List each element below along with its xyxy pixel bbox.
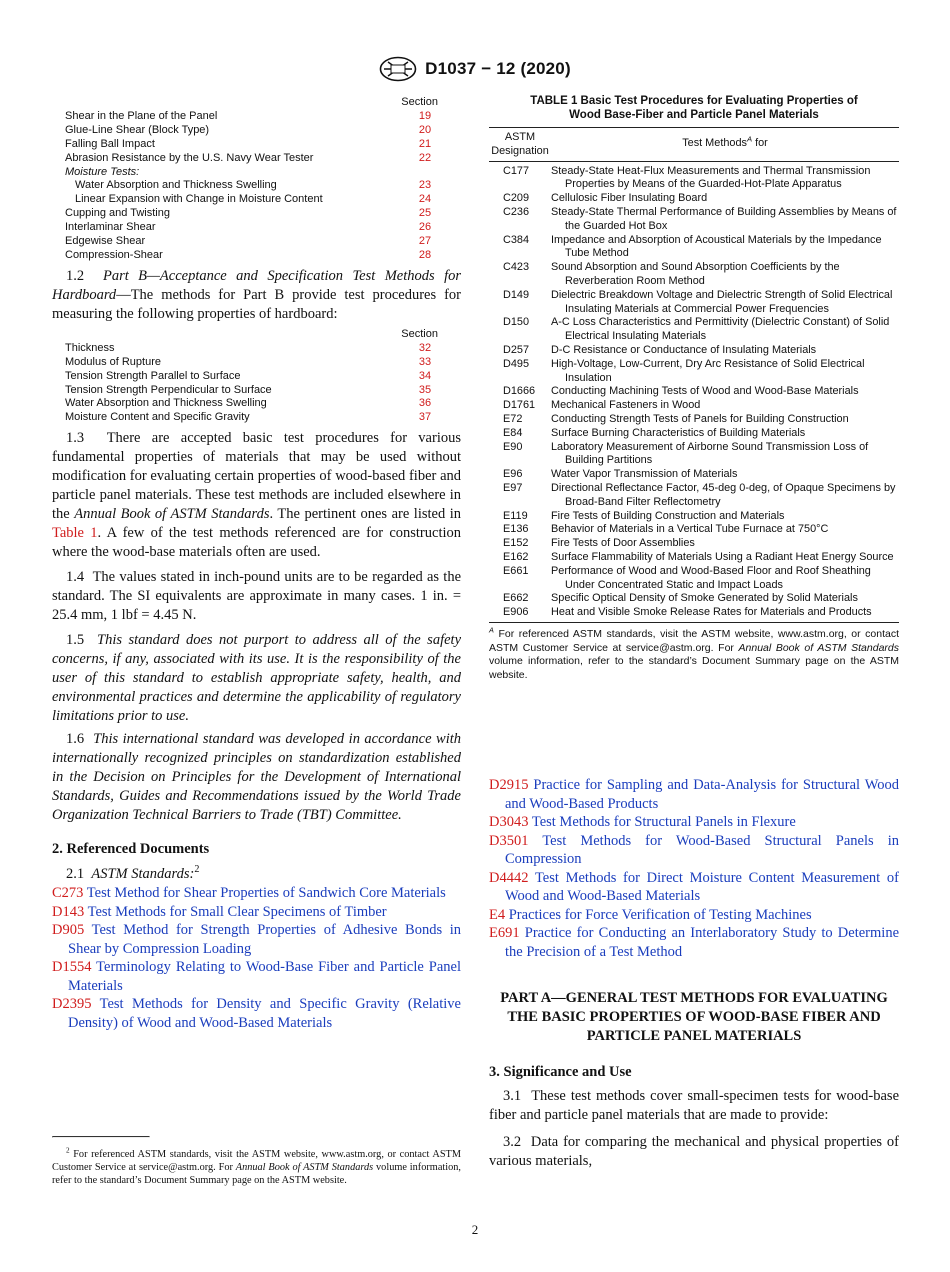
designation-cell: D1761 bbox=[503, 399, 536, 412]
designation-cell: E90 bbox=[503, 440, 523, 453]
section-list-row bbox=[65, 138, 462, 152]
section-3-heading: 3. Significance and Use bbox=[489, 1064, 632, 1080]
section-list-label: Moisture Tests: bbox=[65, 165, 140, 178]
standard-code-link[interactable]: D143 bbox=[52, 903, 85, 920]
section-link[interactable]: 24 bbox=[418, 193, 432, 206]
standard-title-link[interactable]: Test Methods for Density and Specific Gravity (Relative Density) of Wood and Wood-Based Materials bbox=[68, 996, 461, 1031]
standard-code-link[interactable]: E4 bbox=[489, 906, 506, 923]
table-row bbox=[489, 289, 899, 317]
table-row bbox=[489, 468, 899, 482]
table-1-link[interactable]: Table 1 bbox=[52, 525, 98, 542]
test-method-cell: Steady-State Thermal Performance of Building Assemblies by Means of the Guarded Hot Box bbox=[551, 205, 897, 232]
standard-code-link[interactable]: D2915 bbox=[489, 777, 529, 793]
section-list-row bbox=[65, 411, 462, 425]
test-method-cell: Water Vapor Transmission of Materials bbox=[551, 468, 738, 481]
section-list-label: Moisture Content and Specific Gravity bbox=[65, 411, 250, 424]
referenced-standard bbox=[52, 958, 461, 995]
designation-cell: E72 bbox=[503, 412, 523, 425]
designation-cell: E97 bbox=[503, 481, 523, 494]
table-row bbox=[489, 565, 899, 593]
standard-title-link[interactable]: Practice for Conducting an Interlaboratory Study to Determine the Precision of a Test Method bbox=[505, 925, 899, 960]
table-row bbox=[489, 165, 899, 193]
test-method-cell: Fire Tests of Building Construction and Materials bbox=[551, 509, 785, 522]
section-list-row bbox=[65, 166, 462, 180]
section-list-label: Water Absorption and Thickness Swelling bbox=[75, 179, 277, 192]
section-link[interactable]: 27 bbox=[418, 235, 432, 248]
section-header: Section bbox=[401, 96, 438, 108]
section-link[interactable]: 28 bbox=[418, 248, 432, 261]
section-list-label: Abrasion Resistance by the U.S. Navy Wear Tester bbox=[65, 151, 314, 164]
designation-cell: E152 bbox=[503, 537, 529, 550]
table-row bbox=[489, 523, 899, 537]
designation-cell: E84 bbox=[503, 426, 523, 439]
standard-title-link[interactable]: Practice for Sampling and Data-Analysis for Structural Wood and Wood-Based Products bbox=[505, 777, 900, 812]
standard-code-link[interactable]: C273 bbox=[52, 885, 84, 902]
standard-title-link[interactable]: Test Methods for Wood-Based Structural Panels in Compression bbox=[505, 832, 899, 867]
table-row bbox=[489, 399, 899, 413]
section-list-row bbox=[65, 235, 462, 249]
section-list-row bbox=[65, 152, 462, 166]
designation-cell: C423 bbox=[503, 261, 530, 274]
table-row bbox=[489, 192, 899, 206]
section-link[interactable]: 19 bbox=[418, 109, 432, 122]
table-row bbox=[489, 427, 899, 441]
standard-title-link[interactable]: Test Methods for Direct Moisture Content Measurement of Wood and Wood-Based Materials bbox=[505, 869, 899, 904]
standard-code-link[interactable]: E691 bbox=[489, 925, 520, 941]
section-link[interactable]: 34 bbox=[418, 369, 432, 382]
table-row bbox=[489, 385, 899, 399]
section-list-label: Shear in the Plane of the Panel bbox=[65, 109, 218, 122]
test-method-cell: Laboratory Measurement of Airborne Sound Transmission Loss of Building Partitions bbox=[551, 440, 869, 467]
standard-title-link[interactable]: Test Methods for Small Clear Specimens of Timber bbox=[87, 903, 387, 920]
table-header: ASTM Designation Test Methods$^A$ for bbox=[489, 127, 899, 162]
table-row bbox=[489, 344, 899, 358]
section-list-label: Edgewise Shear bbox=[65, 235, 146, 248]
table-row bbox=[489, 413, 899, 427]
section-list-row bbox=[65, 397, 462, 411]
test-method-cell: Cellulosic Fiber Insulating Board bbox=[551, 192, 708, 205]
table-row bbox=[489, 551, 899, 565]
section-link[interactable]: 26 bbox=[418, 221, 432, 234]
test-method-cell: Directional Reflectance Factor, 45-deg 0-deg, of Opaque Specimens by Broad-Band Filter Reflectometry bbox=[551, 481, 896, 508]
table-1-footnote: $^A$ For referenced ASTM standards, visit the ASTM website, www.astm.org, or contact ASTM Customer Service at service@astm.org. For Annual Book of ASTM Standards volume information, refer to the standard’s Document Summary page on the ASTM website. bbox=[489, 625, 900, 682]
section-list-row bbox=[65, 342, 462, 356]
referenced-documents-left bbox=[52, 884, 461, 1032]
section-link[interactable]: 36 bbox=[418, 397, 432, 410]
referenced-standard bbox=[489, 813, 899, 832]
referenced-standard bbox=[52, 921, 461, 958]
designation-cell: D150 bbox=[503, 316, 530, 329]
referenced-standard bbox=[52, 995, 461, 1032]
part-b-section-list bbox=[65, 328, 462, 425]
standard-title-link[interactable]: Practices for Force Verification of Testing Machines bbox=[508, 906, 812, 923]
standard-code-link[interactable]: D2395 bbox=[52, 996, 92, 1013]
designation-cell: E96 bbox=[503, 468, 523, 481]
section-list-row bbox=[65, 221, 462, 235]
test-method-cell: A-C Loss Characteristics and Permittivity (Dielectric Constant) of Solid Electrical Insulating Materials bbox=[551, 316, 890, 343]
section-list-label: Modulus of Rupture bbox=[65, 355, 161, 368]
designation-cell: C384 bbox=[503, 233, 530, 246]
standard-code-link[interactable]: D1554 bbox=[52, 959, 92, 976]
referenced-standard bbox=[489, 924, 899, 961]
part-a-title: PART A—GENERAL TEST METHODS FOR EVALUATING THE BASIC PROPERTIES OF WOOD-BASE FIBER AND PARTICLE PANEL MATERIALS bbox=[500, 990, 888, 1044]
referenced-documents-right bbox=[489, 776, 899, 961]
section-list-row bbox=[65, 124, 462, 138]
section-list-row bbox=[65, 249, 462, 263]
section-header: Section bbox=[401, 327, 438, 340]
section-link[interactable]: 33 bbox=[418, 355, 432, 368]
astm-logo-icon bbox=[379, 56, 417, 82]
section-link[interactable]: 32 bbox=[418, 341, 432, 354]
designation-cell: E661 bbox=[503, 564, 529, 577]
designation-cell: E136 bbox=[503, 523, 529, 536]
standard-code-link[interactable]: D3501 bbox=[489, 832, 529, 849]
designation-cell: C209 bbox=[503, 192, 530, 205]
table-row bbox=[489, 206, 899, 234]
test-method-cell: Sound Absorption and Sound Absorption Coefficients by the Reverberation Room Method bbox=[551, 261, 840, 287]
test-method-cell: Fire Tests of Door Assemblies bbox=[551, 537, 695, 550]
section-list-label: Linear Expansion with Change in Moisture Content bbox=[75, 193, 323, 206]
section-link[interactable]: 35 bbox=[418, 383, 432, 396]
test-method-cell: D-C Resistance or Conductance of Insulating Materials bbox=[551, 343, 817, 356]
table-row bbox=[489, 358, 899, 386]
section-list-label: Cupping and Twisting bbox=[65, 207, 170, 220]
section-list-row bbox=[65, 384, 462, 398]
paragraph-3-1: 3.1 These test methods cover small-specimen tests for wood-base fiber and particle panel materials that are made to provide: bbox=[489, 1088, 899, 1123]
test-method-cell: Surface Flammability of Materials Using a Radiant Heat Energy Source bbox=[551, 550, 894, 563]
section-list-label: Interlaminar Shear bbox=[65, 221, 156, 234]
standard-code-link[interactable]: D905 bbox=[52, 922, 85, 939]
designation-cell: D1666 bbox=[503, 385, 536, 398]
section-list-row bbox=[65, 207, 462, 221]
referenced-standard bbox=[52, 884, 461, 903]
test-method-cell: Specific Optical Density of Smoke Generated by Solid Materials bbox=[551, 592, 858, 605]
section-list-label: Tension Strength Parallel to Surface bbox=[65, 369, 241, 382]
standard-code-link[interactable]: D4442 bbox=[489, 869, 529, 886]
standard-title-link[interactable]: Test Method for Shear Properties of Sandwich Core Materials bbox=[86, 885, 446, 902]
paragraph-1-2: 1.2 Part B—Acceptance and Specification Test Methods for Hardboard—The methods for Part B provide test procedures for measuring the following properties of hardboard: bbox=[52, 267, 461, 322]
section-list-label: Water Absorption and Thickness Swelling bbox=[65, 397, 267, 410]
test-method-cell: Dielectric Breakdown Voltage and Dielectric Strength of Solid Electrical Insulating Materials at Commercial Power Frequencies bbox=[551, 288, 893, 315]
table-row bbox=[489, 316, 899, 344]
referenced-standard bbox=[52, 903, 461, 922]
table-row bbox=[489, 537, 899, 551]
test-method-cell: High-Voltage, Low-Current, Dry Arc Resistance of Solid Electrical Insulation bbox=[551, 357, 865, 384]
section-list-row bbox=[65, 356, 462, 370]
test-method-cell: Conducting Machining Tests of Wood and Wood-Base Materials bbox=[551, 385, 859, 398]
left-column bbox=[52, 96, 462, 1187]
designation-cell: D257 bbox=[503, 343, 530, 356]
table-row bbox=[489, 482, 899, 510]
test-method-cell: Conducting Strength Tests of Panels for Building Construction bbox=[551, 412, 849, 425]
table-row bbox=[489, 592, 899, 606]
test-method-cell: Surface Burning Characteristics of Building Materials bbox=[551, 426, 806, 439]
section-2-heading: 2. Referenced Documents bbox=[52, 841, 210, 858]
section-link bbox=[400, 166, 450, 180]
footnote-divider bbox=[52, 1136, 150, 1138]
referenced-standard bbox=[489, 776, 899, 813]
table-1-title: TABLE 1 Basic Test Procedures for Evaluating Properties of Wood Base-Fiber and Particle Panel Materials bbox=[530, 95, 858, 121]
test-method-cell: Performance of Wood and Wood-Based Floor and Roof Sheathing Under Concentrated Static and Impact Loads bbox=[551, 564, 871, 591]
designation-cell: C177 bbox=[503, 164, 530, 177]
designation-cell: E662 bbox=[503, 592, 529, 605]
part-b-heading: Part B—Acceptance and Specification Test Methods for Hardboard bbox=[52, 267, 461, 303]
paragraph-3-2: 3.2 Data for comparing the mechanical and physical properties of various materials, bbox=[489, 1134, 899, 1169]
section-link[interactable]: 37 bbox=[418, 411, 432, 424]
page-header bbox=[0, 56, 950, 87]
test-method-cell: Behavior of Materials in a Vertical Tube Furnace at 750°C bbox=[551, 523, 829, 536]
table-row bbox=[489, 606, 899, 620]
test-method-cell: Steady-State Heat-Flux Measurements and Thermal Transmission Properties by Means of the Guarded-Hot-Plate Apparatus bbox=[551, 164, 871, 191]
paragraph-1-5: 1.5 This standard does not purport to address all of the safety concerns, if any, associated with its use. It is the responsibility of the user of this standard to establish appropriate safety, health, and environmental practices and determine the applicability of regulatory limitations prior to use. bbox=[52, 632, 462, 725]
section-list-label: Thickness bbox=[65, 341, 115, 354]
table-row bbox=[489, 261, 899, 289]
standard-title-link[interactable]: Test Method for Strength Properties of Adhesive Bonds in Shear by Compression Loading bbox=[68, 922, 462, 957]
section-list-row bbox=[65, 193, 462, 207]
section-list-label: Glue-Line Shear (Block Type) bbox=[65, 123, 210, 136]
table-1 bbox=[489, 127, 899, 623]
designation-cell: D495 bbox=[503, 357, 530, 370]
table-row bbox=[489, 510, 899, 524]
designation-cell: E162 bbox=[503, 550, 529, 563]
designation-cell: E119 bbox=[503, 509, 528, 522]
paragraph-2-1: 2.1 ASTM Standards:$^2$ bbox=[66, 864, 200, 883]
section-link[interactable]: 20 bbox=[418, 123, 432, 136]
test-method-cell: Impedance and Absorption of Acoustical Materials by the Impedance Tube Method bbox=[551, 233, 882, 260]
referenced-standard bbox=[489, 906, 899, 925]
standard-code-link[interactable]: D3043 bbox=[489, 814, 529, 830]
designation-cell: C236 bbox=[503, 205, 530, 218]
part-a-section-list bbox=[65, 96, 462, 263]
section-list-label: Compression-Shear bbox=[65, 248, 163, 261]
footnote-2: $^2$ For referenced ASTM standards, visit the ASTM website, www.astm.org, or contact ASTM Customer Service at service@astm.org. For Annual Book of ASTM Standards volume information, refer to the standard’s Document Summary page on the ASTM website. bbox=[52, 1146, 462, 1187]
designation-cell: D149 bbox=[503, 288, 530, 301]
test-method-cell: Heat and Visible Smoke Release Rates for Materials and Products bbox=[551, 606, 872, 619]
right-column bbox=[489, 94, 900, 1169]
standard-title-link[interactable]: Terminology Relating to Wood-Base Fiber and Particle Panel Materials bbox=[68, 959, 461, 994]
section-link[interactable]: 23 bbox=[418, 179, 432, 192]
referenced-standard bbox=[489, 832, 899, 869]
section-list-row bbox=[65, 370, 462, 384]
standard-title-link[interactable]: Test Methods for Structural Panels in Flexure bbox=[531, 814, 796, 830]
table-row bbox=[489, 234, 899, 262]
paragraph-1-3: 1.3 There are accepted basic test procedures for various fundamental properties of materials that may be used without modification for evaluating certain properties of wood-based fiber and particle panel materials. These test methods are included elsewhere in the Annual Book of ASTM Standards. The pertinent ones are listed in Table 1. A few of the test methods referenced are for construction where the wood-base materials often are used. bbox=[52, 430, 462, 561]
designation-cell: E906 bbox=[503, 606, 529, 619]
paragraph-1-6: 1.6 This international standard was developed in accordance with internationally recognized principles on standardization established in the Decision on Principles for the Development of International Standards, Guides and Recommendations issued by the World Trade Organization Technical Barriers to Trade (TBT) Committee. bbox=[52, 731, 462, 824]
section-link[interactable]: 22 bbox=[418, 151, 432, 164]
section-list-row bbox=[65, 179, 462, 193]
document-title: D1037 − 12 (2020) bbox=[425, 59, 571, 78]
section-list-row bbox=[65, 110, 462, 124]
test-method-cell: Mechanical Fasteners in Wood bbox=[551, 399, 701, 412]
section-list-label: Falling Ball Impact bbox=[65, 137, 155, 150]
table-row bbox=[489, 441, 899, 469]
paragraph-1-4: 1.4 The values stated in inch-pound units are to be regarded as the standard. The SI equivalents are approximate in many cases. 1 in. = 25.4 mm, 1 lbf = 4.45 N. bbox=[52, 569, 462, 624]
section-link[interactable]: 25 bbox=[418, 207, 432, 220]
page-number: 2 bbox=[471, 1222, 479, 1237]
section-link[interactable]: 21 bbox=[418, 137, 432, 150]
section-list-label: Tension Strength Perpendicular to Surface bbox=[65, 383, 272, 396]
referenced-standard bbox=[489, 869, 899, 906]
